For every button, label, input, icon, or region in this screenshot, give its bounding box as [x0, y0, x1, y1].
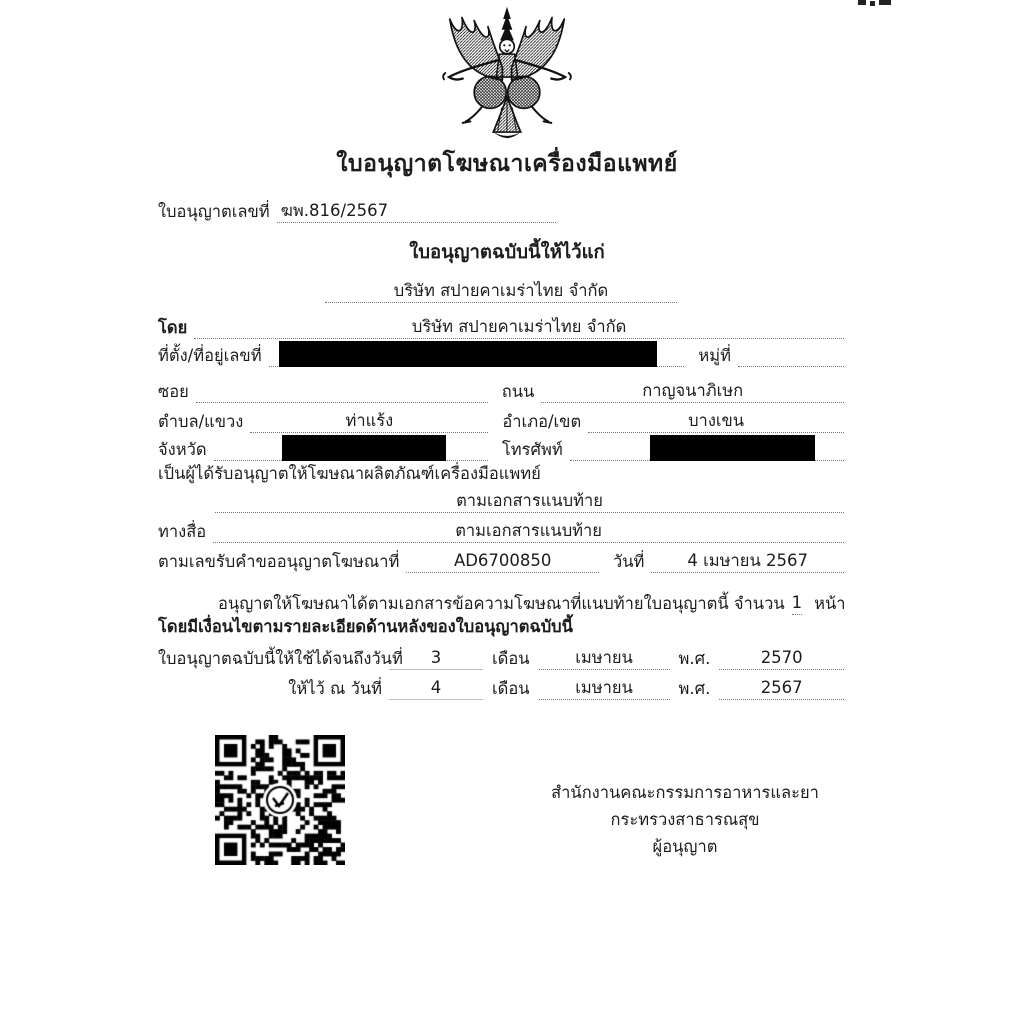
pages-row — [218, 588, 844, 615]
valid-until-row — [158, 643, 844, 670]
valid-year-value: 2570 — [719, 648, 844, 670]
qr-code — [215, 735, 345, 865]
moo-value — [738, 366, 844, 367]
agency-name: สำนักงานคณะกรรมการอาหารและยา — [551, 783, 819, 802]
media-label: ทางสื่อ — [158, 522, 207, 542]
phone-value — [570, 460, 844, 461]
clipped-print-artifact — [858, 0, 914, 7]
phone-label: โทรศัพท์ — [501, 440, 563, 460]
road-value: กาญจนาภิเษก — [541, 381, 844, 403]
road-label: ถนน — [501, 382, 535, 402]
product-row — [215, 486, 844, 513]
issued-month-value: เมษายน — [539, 678, 670, 700]
application-number-value: AD6700850 — [406, 551, 599, 573]
application-date-label: วันที่ — [612, 552, 645, 572]
province-redaction-bar — [282, 435, 446, 461]
soi-road-row — [158, 376, 844, 403]
soi-label: ซอย — [158, 382, 189, 402]
media-value: ตามเอกสารแนบท้าย — [213, 521, 844, 543]
license-number-value: ฆพ.816/2567 — [277, 201, 556, 223]
valid-month-value: เมษายน — [539, 648, 670, 670]
district-value: บางเขน — [588, 411, 844, 433]
valid-month-label: เดือน — [492, 649, 530, 669]
document-title: ใบอนุญาตโฆษณาเครื่องมือแพทย์ — [336, 151, 678, 177]
issued-year-value: 2567 — [719, 678, 844, 700]
location-row — [158, 340, 844, 367]
grant-statement: เป็นผู้ได้รับอนุญาตให้โฆษณาผลิตภัณฑ์เครื่องมือแพทย์ — [158, 464, 541, 483]
signature-block — [512, 779, 858, 860]
valid-until-label: ใบอนุญาตฉบับนี้ให้ใช้ได้จนถึงวันที่ — [158, 649, 403, 669]
moo-label: หมู่ที่ — [698, 346, 731, 366]
issued-day-value: 4 — [389, 678, 483, 700]
ministry-name: กระทรวงสาธารณสุข — [610, 810, 760, 829]
issued-on-label: ให้ไว้ ณ วันที่ — [288, 679, 382, 699]
garuda-emblem-icon — [423, 6, 591, 146]
application-row — [158, 546, 844, 573]
by-label: โดย — [158, 318, 188, 338]
licensee-company-value: บริษัท สปายคาเมร่าไทย จำกัด — [325, 281, 677, 303]
pages-statement: อนุญาตให้โฆษณาได้ตามเอกสารข้อความโฆษณาที่แนบท้ายใบอนุญาตนี้ จำนวน — [218, 594, 785, 614]
by-company-value: บริษัท สปายคาเมร่าไทย จำกัด — [194, 317, 844, 339]
phone-redaction-bar — [650, 435, 815, 461]
signer-title: ผู้อนุญาต — [652, 837, 718, 856]
soi-value — [196, 402, 488, 403]
subdistrict-label: ตำบล/แขวง — [158, 412, 244, 432]
subdistrict-value: ท่าแร้ง — [250, 411, 488, 433]
issued-month-label: เดือน — [492, 679, 530, 699]
application-date-value: 4 เมษายน 2567 — [651, 551, 844, 573]
district-label: อำเภอ/เขต — [502, 412, 582, 432]
conditions-statement: โดยมีเงื่อนไขตามรายละเอียดด้านหลังของใบอนุญาตฉบับนี้ — [158, 617, 573, 636]
pages-unit-label: หน้า — [814, 594, 846, 614]
subdistrict-district-row — [158, 406, 844, 433]
license-number-label: ใบอนุญาตเลขที่ — [158, 202, 270, 222]
issued-era-label: พ.ศ. — [678, 679, 711, 699]
valid-day-value: 3 — [389, 648, 483, 670]
license-number-row — [158, 196, 844, 223]
valid-era-label: พ.ศ. — [678, 649, 711, 669]
issued-on-row — [158, 673, 844, 700]
product-value: ตามเอกสารแนบท้าย — [215, 491, 844, 513]
pages-count-value: 1 — [792, 593, 803, 615]
application-label: ตามเลขรับคำขออนุญาตโฆษณาที่ — [158, 552, 400, 572]
licensee-company-row — [158, 276, 844, 303]
issued-to-heading: ใบอนุญาตฉบับนี้ให้ไว้แก่ — [409, 242, 605, 263]
location-label: ที่ตั้ง/ที่อยู่เลขที่ — [158, 346, 262, 366]
media-row — [158, 516, 844, 543]
location-redaction-bar — [279, 341, 657, 367]
province-label: จังหวัด — [158, 440, 207, 460]
location-value — [269, 366, 685, 367]
province-phone-row — [158, 434, 844, 461]
by-row — [158, 312, 844, 339]
